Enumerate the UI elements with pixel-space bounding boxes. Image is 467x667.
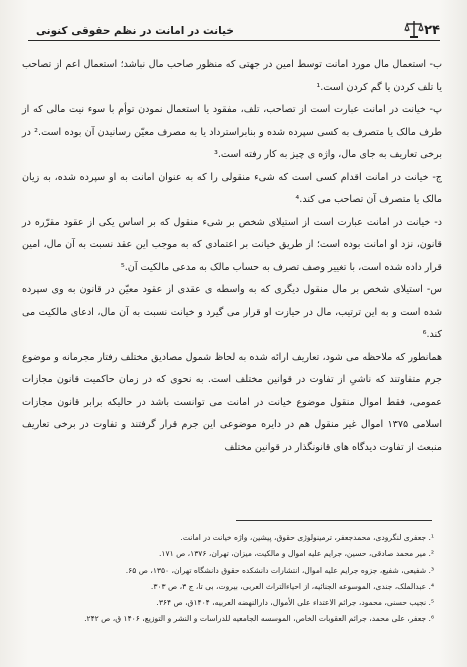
footnote-5: ⁵. نجیب حسنی، محمود، جرائم الاعتداء علی الأموال، دارالنهضه العربیه، ۱۴۰۴ق، ص ۳۶۴. — [156, 598, 434, 608]
paragraph-b: ب- استعمال مال مورد امانت توسط امین در جهتی که منظور صاحب مال نباشد؛ استعمال اعم از تصاحب یا تلف کردن یا گم کردن است.¹ — [22, 59, 442, 93]
page-header — [28, 18, 440, 41]
footnotes — [24, 530, 434, 628]
footnote-2: ². میر محمد صادقی، حسین، جرایم علیه اموال و مالکیت، میزان، تهران، ۱۳۷۶، ص ۱۷۱. — [158, 549, 434, 559]
paragraph-p: پ- خیانت در امانت عبارت است از تصاحب، تلف، مفقود یا استعمال نمودن توأم با سوء نیت مالی که از طرف مالک یا متصرف به کسی سپرده شده و بنابراسترداد یا به مصرف معیّن رسانیدن آن بوده است.² در برخی تعاریف به جای مال، واژه ی چیز به کار رفته است.³ — [22, 104, 442, 160]
footnote-3: ³. شفیعی، شفیع، جزوه جرایم علیه اموال، انتشارات دانشکده حقوق دانشگاه تهران، ۱۳۵۰، ص ۶۵. — [125, 565, 434, 575]
footnote-separator — [236, 520, 432, 521]
scales-of-justice-icon — [404, 19, 424, 39]
running-title: خیانت در امانت در نظم حقوقی کنونی — [36, 25, 234, 37]
footnote-1: ¹. جعفری لنگرودی، محمدجعفر، ترمینولوژی حقوق، پیشین، واژه خیانت در امانت. — [180, 533, 434, 542]
paragraph-j: ج- خیانت در امانت اقدام کسی است که شیء منقولی را که به عنوان امانت به او سپرده شده، به زیان مالک یا متصرف آن تصاحب می کند.⁴ — [22, 171, 442, 205]
paragraph-s: س- استیلای شخص بر مال منقول دیگری که به واسطه ی عقدی از عقود معیّن در قانون به وی سپرده شده است و به این ترتیب، مال در حیازت او قرار می گیرد و خیانت نسبت به آن مال، ادعای مالکیت می کند.⁶ — [22, 284, 442, 340]
paragraph-d: د- خیانت در امانت عبارت است از استیلای شخص بر شیء منقول که بر اساس یکی از عقود مقرّره در قانون، نزد او امانت بوده است؛ از طریق خیانت بر اعتمادی که به موجب این عقد نسبت به آن مال، امین قرار داده شده است، با تغییر وصف تصرف به حساب مالک به مدعی مالکیت آن.⁵ — [22, 216, 442, 273]
footnote-6: ⁶. جعفر، علی محمد، جرائم العقوبات الخاص، الموسسه الجامعیه للدراسات و النشر و التوزیع، ۱۴۰۶ ق، ص ۲۴۲. — [84, 614, 434, 624]
main-text — [22, 54, 442, 459]
paragraph-summary: همانطور که ملاحظه می شود، تعاریف ارائه شده به لحاظ شمول مصادیق مختلف رفتار مجرمانه و موضوع جرم متفاوتند که ناشیِ از تفاوت در قوانین مختلف است. به نحوی که در زمان حاکمیت قانون مجازات عمومی، فقط اموال منقول موضوع خیانت در امانت می توانست باشد در حالیکه برابر قانون مجازات اسلامی ۱۳۷۵ اموال غیر منقول هم در دایره موضوعی این جرم قرار گرفتند و تفاوت در برخی تعاریف منبعث از تفاوت دیدگاه های قانونگذار در قوانین مختلف — [22, 351, 442, 453]
page-number: ۲۴ — [424, 23, 440, 38]
footnote-4: ⁴. عبدالملک، جندی، الموسوعه الجنائیه، از احیاءالتراث العربی، بیروت، بی تا، ج ۳، ص ۳۰۳. — [150, 581, 434, 591]
